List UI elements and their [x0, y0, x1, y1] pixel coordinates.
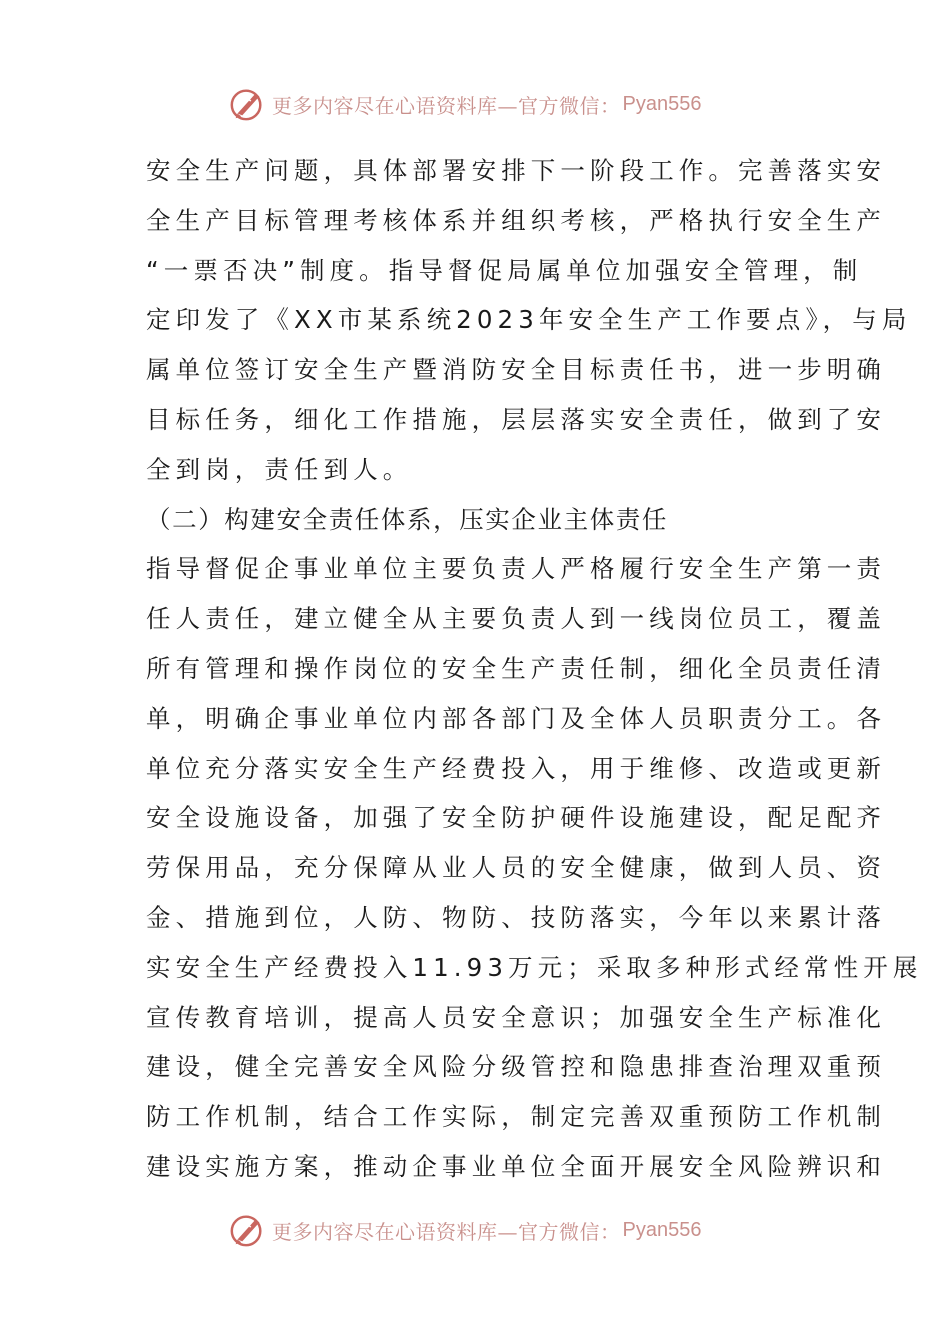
header-watermark — [228, 84, 701, 124]
text-line: 属单位签订安全生产暨消防安全目标责任书，进一步明确 — [146, 355, 886, 385]
text-line: 建设，健全完善安全风险分级管控和隐患排查治理双重预 — [146, 1052, 886, 1082]
pen-seal-icon — [228, 1211, 266, 1249]
text-line: 全生产目标管理考核体系并组织考核，严格执行安全生产 — [146, 205, 886, 235]
pen-seal-icon — [228, 85, 266, 123]
watermark-text: 更多内容尽在心语资料库—官方微信： — [272, 1219, 621, 1244]
text-line: 任人责任，建立健全从主要负责人到一线岗位员工，覆盖 — [146, 604, 886, 634]
text-line: 所有管理和操作岗位的安全生产责任制，细化全员责任清 — [146, 653, 886, 683]
text-line: 金、措施到位，人防、物防、技防落实，今年以来累计落 — [146, 902, 886, 932]
section-heading: （二）构建安全责任体系，压实企业主体责任 — [146, 504, 668, 534]
text-line: 安全生产问题，具体部署安排下一阶段工作。完善落实安 — [146, 156, 886, 185]
text-line: 防工作机制，结合工作实际，制定完善双重预防工作机制 — [146, 1102, 886, 1132]
text-line: 单，明确企事业单位内部各部门及全体人员职责分工。各 — [146, 703, 886, 733]
text-line: 目标任务，细化工作措施，层层落实安全责任，做到了安 — [146, 404, 886, 434]
watermark-text: 更多内容尽在心语资料库—官方微信： — [272, 93, 621, 118]
watermark-wechat-id: Pyan556 — [622, 92, 702, 115]
document-body — [146, 146, 923, 1192]
text-line: 安全设施设备，加强了安全防护硬件设施建设，配足配齐 — [146, 803, 886, 833]
text-line: 实安全生产经费投入11.93万元；采取多种形式经常性开展 — [146, 952, 923, 982]
text-line: 指导督促企事业单位主要负责人严格履行安全生产第一责 — [146, 554, 886, 584]
text-line: 宣传教育培训，提高人员安全意识；加强安全生产标准化 — [146, 1002, 886, 1032]
paragraph-responsibility-system — [146, 146, 912, 495]
watermark-wechat-id: Pyan556 — [622, 1218, 702, 1241]
paragraph-enterprise-responsibility — [146, 544, 923, 1191]
text-line: 全到岗，责任到人。 — [146, 454, 413, 484]
text-line: “一票否决”制度。指导督促局属单位加强安全管理，制 — [146, 255, 863, 285]
text-line: 劳保用品，充分保障从业人员的安全健康，做到人员、资 — [146, 853, 886, 883]
footer-watermark — [228, 1210, 701, 1250]
text-line: 单位充分落实安全生产经费投入，用于维修、改造或更新 — [146, 753, 886, 783]
text-line: 建设实施方案，推动企事业单位全面开展安全风险辨识和 — [146, 1151, 886, 1181]
text-line: 定印发了《XX市某系统2023年安全生产工作要点》，与局 — [146, 305, 912, 335]
